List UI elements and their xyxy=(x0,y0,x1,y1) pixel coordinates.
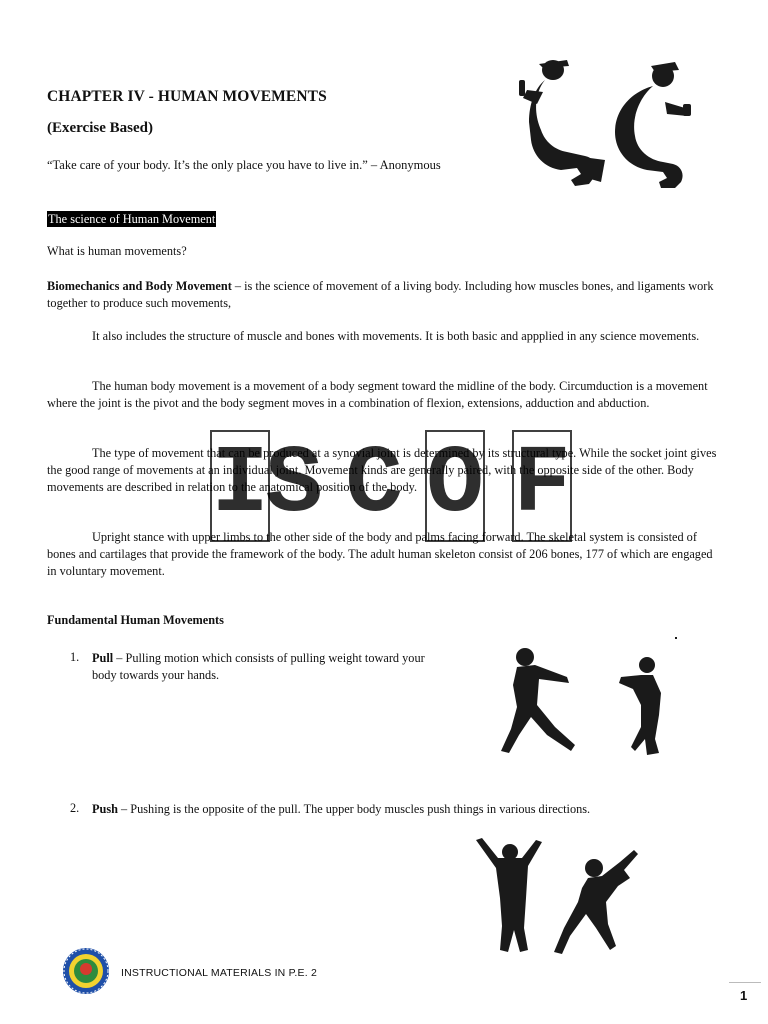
list-number-pull: 1. xyxy=(70,650,80,664)
definition-pull: – Pulling motion which consists of pulling weight toward your body towards your hands. xyxy=(92,651,425,682)
page-number: 1 xyxy=(740,988,748,1003)
chapter-title: CHAPTER IV - HUMAN MOVEMENTS xyxy=(47,88,327,105)
list-item-pull xyxy=(92,650,442,684)
watermark-letter-o: O xyxy=(425,430,485,540)
watermark-letter-f: F xyxy=(512,430,572,540)
paragraph-biomechanics xyxy=(47,278,719,312)
pull-figures-illustration xyxy=(495,635,690,765)
definition-push: – Pushing is the opposite of the pull. The upper body muscles push things in various directions. xyxy=(117,802,591,816)
footer-text: INSTRUCTIONAL MATERIALS IN P.E. 2 xyxy=(121,967,318,979)
college-seal-logo xyxy=(62,947,110,995)
watermark-letter-s: S xyxy=(265,430,323,539)
term-push: Push xyxy=(92,802,118,816)
watermark-letter-i: I xyxy=(210,430,270,540)
list-item-push xyxy=(92,801,732,818)
quote: “Take care of your body. It’s the only place you have to live in.” – Anonymous xyxy=(47,158,441,172)
definition-biomechanics: – is the science of movement of a living body. Including how muscles bones, and ligaments work together to produce such movements, xyxy=(47,279,714,310)
watermark-letter-c: C xyxy=(345,430,403,539)
section-heading-highlighted: The science of Human Movement xyxy=(48,212,216,226)
list-number-push: 2. xyxy=(70,801,80,815)
paragraph-body-movement: The human body movement is a movement of a body segment toward the midline of the body. Circumduction is a movement where the joint is the pivot and the body segment moves in a combination of flexion, extensions, adduction and abduction. xyxy=(47,379,708,410)
fundamental-movements-heading: Fundamental Human Movements xyxy=(47,613,224,627)
squatting-figures-illustration xyxy=(515,52,700,192)
question-text: What is human movements? xyxy=(47,244,187,258)
paragraph-movement-types: The type of movement that can be produced at a synovial joint is determined by its structural type. While the socket joint gives the good range of movements at an individual joint. Movement kinds are generally paired, with the opposite side of the other. Body movements are described in relation to the anatomical position of the body. xyxy=(47,446,717,494)
term-biomechanics: Biomechanics and Body Movement xyxy=(47,279,232,293)
term-pull: Pull xyxy=(92,651,114,665)
paragraph-upright-stance: Upright stance with upper limbs to the other side of the body and palms facing forward. The skeletal system is consisted of bones and cartilages that provide the framework of the body. The adult human skeleton consist of 206 bones, 177 of which are engaged in voluntary movement. xyxy=(47,530,713,578)
chapter-subtitle: (Exercise Based) xyxy=(47,120,153,136)
paragraph-structure: It also includes the structure of muscle and bones with movements. It is both basic and appplied in any science movements. xyxy=(92,329,700,343)
push-figures-illustration xyxy=(470,838,645,963)
